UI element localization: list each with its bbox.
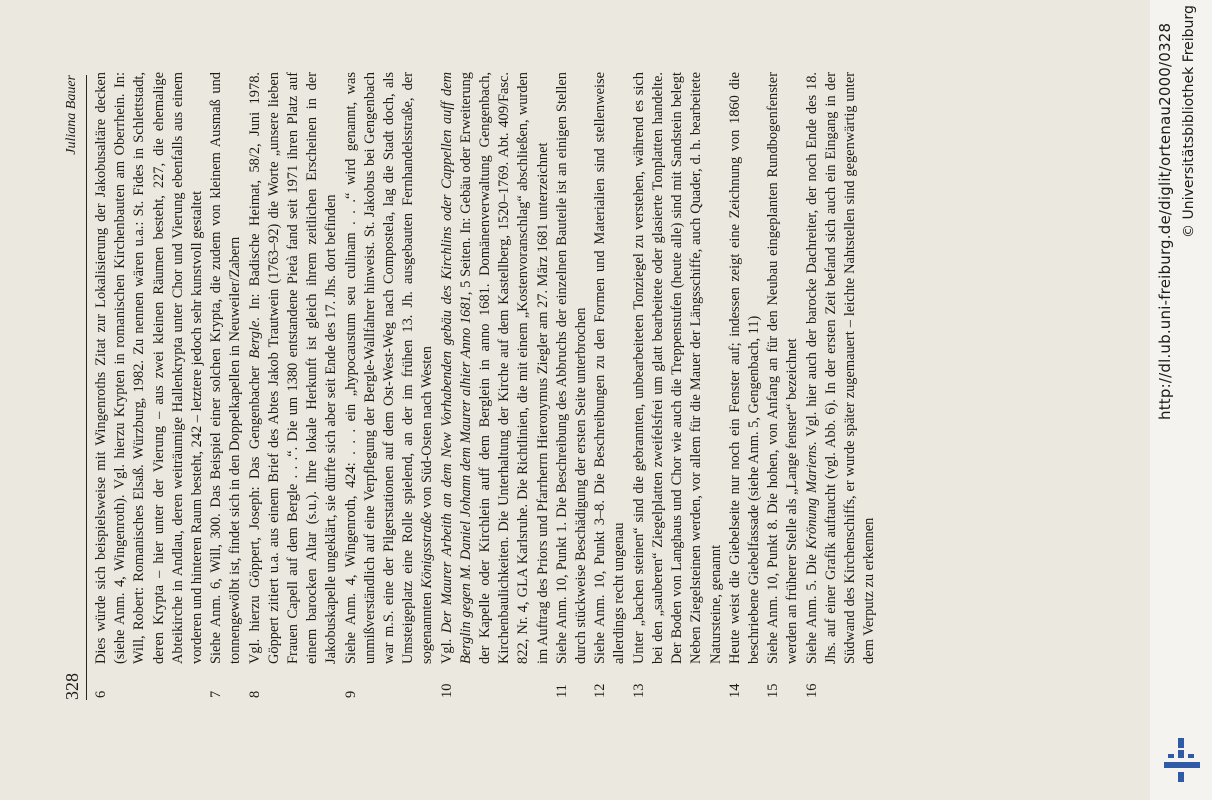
- ub-freiburg-logo-icon: [1162, 738, 1202, 782]
- footnote: [630, 72, 726, 700]
- footnote-text: [246, 72, 342, 664]
- footnote-text-part: Siehe Anm. 4, Wingenroth, 424: . . . ein „hypocaustum seu culinam . . .“ wird genannt, was unmißverständlich auf eine Verpflegung der Bergle-Wallfahrer hinweist. St. Jakobus bei Gengenbach war m.S. eine der Pilgerstationen auf dem Ost-West-Weg nach Compostela, lag die Stadt doch, als Umsteigeplatz eine Rolle spielend, an der im frühen 13. Jh. ausgebauten Fernhandelsstraße, der sogenannten: [342, 72, 436, 664]
- footnote-text: Siehe Anm. 6, Will, 300. Das Beispiel einer solchen Krypta, die zudem von kleinem Ausmaß und tonnengewölbt ist, findet sich in den Doppelkapellen in Neuweiler/Zabern: [208, 72, 244, 664]
- footnote-text: Siehe Anm. 10, Punkt 8. Die hohen, von Anfang an für den Neubau eingeplanten Rundbogenfenster werden an früherer Stelle als „Lange fenster“ bezeichnet: [765, 72, 801, 664]
- footnote-text-part: Vgl. hierzu Göppert, Joseph: Das Gengenbacher: [246, 358, 263, 664]
- footnote-text: Dies würde sich beispielsweise mit Wingenroths Zitat zur Lokalisierung der Jakobusaltäre decken (siehe Anm. 4, Wingenroth). Vgl. hierzu Krypten in romanischen Kirchenbauten am Oberrhein. In: Will, Robert: Romanisches Elsaß. Würzburg, 1982. Zu nennen wären u.a.: St. Fides in Schlettstadt, deren Krypta – hier unter der Vierung – aus zwei kleinen Räumen besteht, 227, die ehemalige Abteikirche in Andlau, deren weiträumige Hallenkrypta unter Chor und Vierung ebenfalls aus einem vorderen und hinteren Raum besteht, 242 – letztere jedoch sehr kunstvoll gestaltet: [93, 72, 206, 664]
- footnote-number: 15: [765, 683, 782, 698]
- footnote: [342, 72, 438, 700]
- footnote-text-part: , 5 Seiten. In: Gebäu oder Erweiterung der Kapelle oder Kirchlein auff dem Berglein in anno 1681. Domänenverwaltung Gengenbach, Kirchenbaulichkeiten. Die Unterhaltung der Kirche auf dem Kastellberg, 1520–1769. Abt. 409/Fasc. 822, Nr. 4, GLA Karlsruhe. Die Richtlinien, die mit einem „Kostenvoranschlag“ abschließen, wurden im Auftrag des Priors und Pfarrherrn Hieronymus Ziegler am 27. März 1681 unterzeichnet: [457, 72, 551, 664]
- footnote-number: 13: [630, 683, 647, 698]
- footnote-number: 8: [246, 690, 263, 698]
- footnote-number: 14: [726, 683, 743, 698]
- footnotes: [92, 72, 879, 700]
- footnote-text: Siehe Anm. 10, Punkt 1. Die Beschreibung des Abbruchs der einzelnen Bauteile ist an einigen Stellen durch stückweise Beschädigung der ersten Seite unterbrochen: [553, 72, 590, 664]
- footnote-title-italic: Königsstraße: [419, 511, 436, 589]
- running-head-author: Juliana Bauer: [64, 75, 79, 155]
- footnote: [803, 72, 880, 700]
- footnote-title-italic: Krönung Mariens: [803, 445, 820, 550]
- footnote: [246, 72, 342, 700]
- footnote-text-part: Vgl.: [438, 633, 455, 664]
- footnote-number: 11: [553, 684, 570, 698]
- footnote-title-italic: Bergle: [246, 320, 263, 359]
- footnote-text: Unter „bachen steinen“ sind die gebrannten, unbearbeiteten Tonziegel zu verstehen, während es sich bei den „sauberen“ Ziegelplatten zweifelsfrei um glatt bearbeitete oder glasierte Tonplatten handelte. Der Boden von Langhaus und Chor wie auch die Treppenstufen (heute alle) sind mit Sandstein belegt Neben Ziegelsteinen werden, vor allem für die Mauer der Längsschiffe, auch Quader, d. h. bearbeitete Natursteine, genannt: [630, 72, 724, 664]
- page-header: [62, 75, 87, 700]
- footnote-title-italic: Der Maurer Arbeith an dem New Vorhabenden gebäu des Kirchlins oder Cappellen auff dem Berglin gegen M. Daniel Johann dem Maurer alhier Anno 1681: [438, 72, 474, 664]
- page-number: 328: [62, 673, 82, 700]
- footnote-text-part: von Süd-Osten nach Westen: [419, 346, 436, 512]
- footnote: [207, 72, 245, 700]
- library-sidebar: [1150, 0, 1212, 800]
- footnote-text: Siehe Anm. 10, Punkt 3–8. Die Beschreibungen zu den Formen und Materialien sind stellenweise allerdings recht ungenau: [592, 72, 628, 664]
- footnote-text: [438, 72, 553, 664]
- footnote: [553, 72, 591, 700]
- footnote-text: [803, 72, 880, 664]
- footnote-number: 10: [438, 683, 455, 698]
- footnote-text-part: Siehe Anm. 5. Die: [803, 549, 820, 664]
- footnote: [764, 72, 802, 700]
- footnote-text-part: . In: Badische Heimat, 58/2, Juni 1978. Göppert zitiert u.a. aus einem Brief des Abtes Jakob Trautwein (1763–92) die Worte „unsere lieben Frauen Capell auf dem Bergle . . .“. Die um 1380 entstandene Pietà fand seit 1971 ihren Platz auf einem barocken Altar (s.u.). Ihre lokale Herkunft ist gleich ihrem zeitlichen Erscheinen in der Jakobuskapelle ungeklärt, sie dürfte sich aber seit Ende des 17. Jhs. dort befinden: [246, 72, 340, 664]
- footnote: [92, 72, 207, 700]
- footnote-text: Heute weist die Giebelseite nur noch ein Fenster auf; indessen zeigt eine Zeichnung von 1860 die beschriebene Giebelfassade (siehe Anm. 5, Gengenbach, 11): [726, 72, 762, 664]
- copyright-notice: © Universitätsbibliothek Freiburg: [1181, 5, 1197, 238]
- footnote-number: 16: [803, 683, 820, 698]
- footnote-number: 12: [592, 683, 609, 698]
- footnote-text-part: . Vgl. hier auch der barocke Dachreiter, der noch Ende des 18. Jhs. auf einer Grafik auftaucht (vgl. Abb. 6). In der ersten Zeit befand sich auch ein Eingang in der Südwand des Kirchenschiffs, er wurde später zugemauert – leichte Nahtstellen sind gegenwärtig unter dem Verputz zu erkennen: [803, 72, 878, 664]
- footnote: [438, 72, 553, 700]
- footnote: [726, 72, 764, 700]
- footnote-text: [342, 72, 438, 664]
- footnote-number: 9: [342, 690, 359, 698]
- footnote-number: 7: [208, 690, 225, 698]
- document-url-link[interactable]: http://dl.ub.uni-freiburg.de/diglit/ortenau2000/0328: [1156, 22, 1174, 420]
- footnote: [591, 72, 629, 700]
- footnote-number: 6: [93, 690, 109, 698]
